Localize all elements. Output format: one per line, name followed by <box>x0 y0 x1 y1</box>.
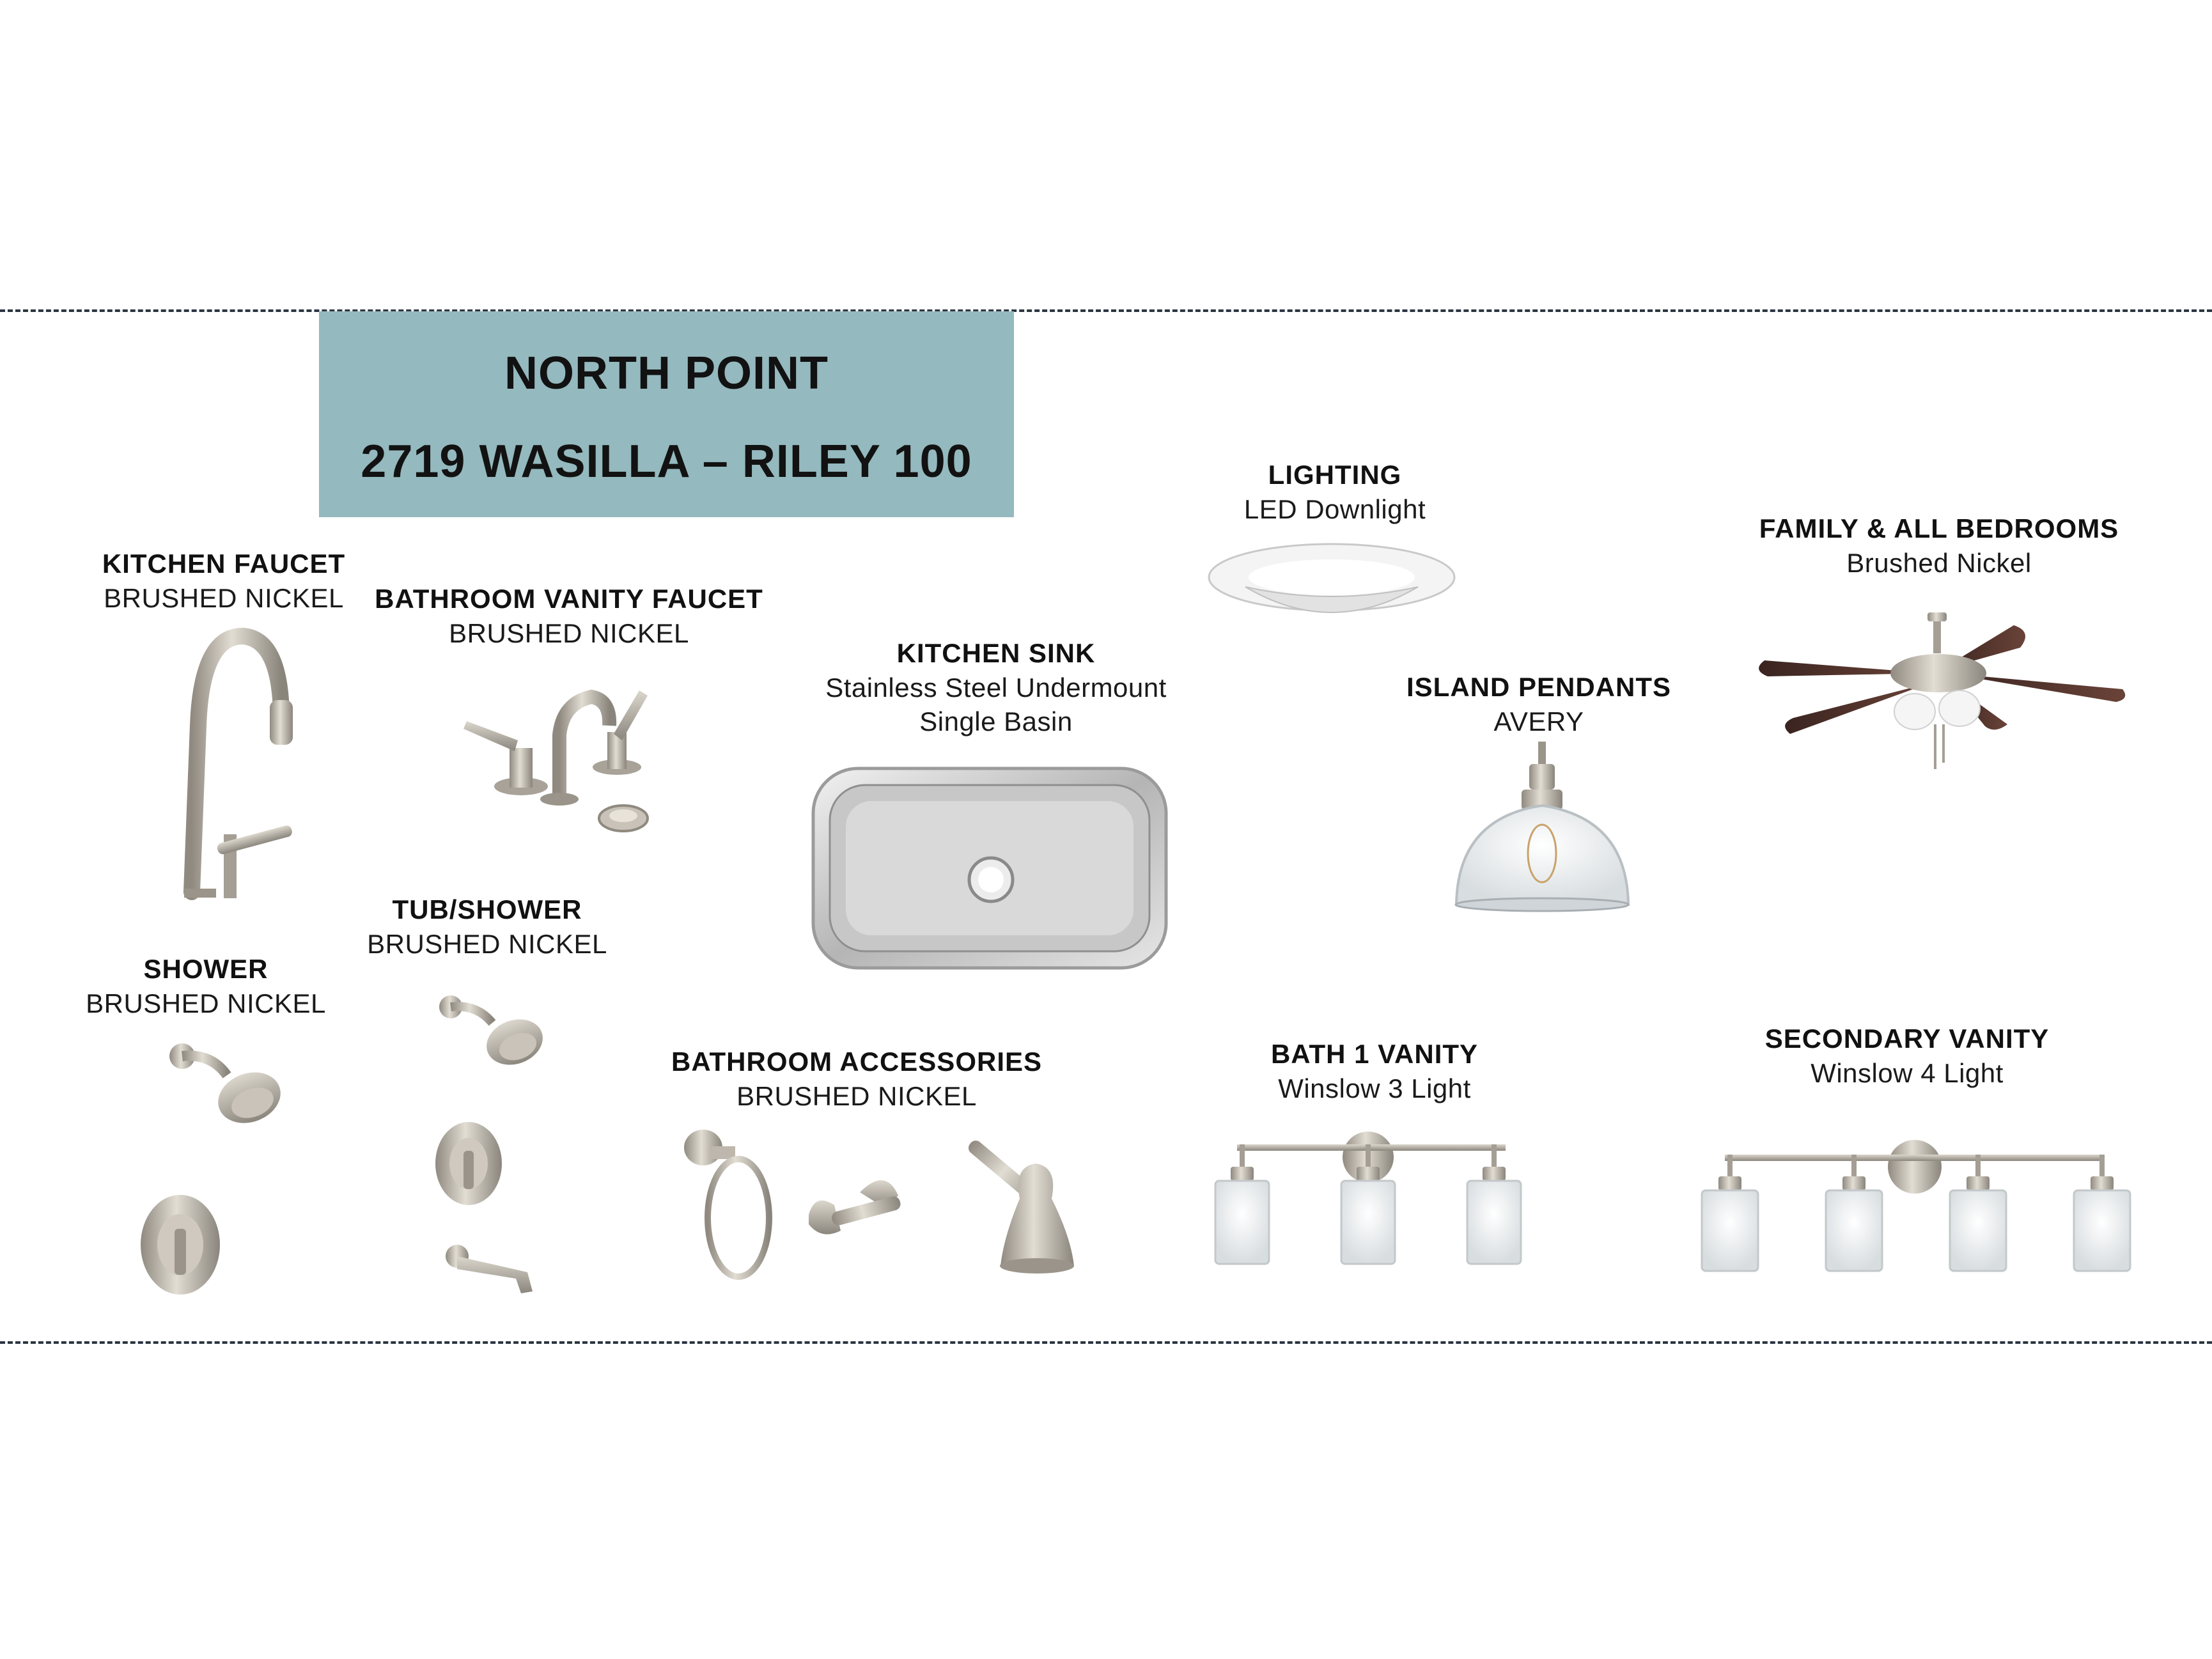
bathroom-accessories-finish: BRUSHED NICKEL <box>736 1081 977 1111</box>
secondary-vanity-light-image <box>1694 1130 2135 1274</box>
secondary-vanity-title: SECONDARY VANITY <box>1764 1024 2050 1054</box>
kitchen-sink-line2: Single Basin <box>919 706 1073 736</box>
bath1-vanity-title: BATH 1 VANITY <box>1270 1039 1479 1069</box>
kitchen-faucet-title: KITCHEN FAUCET <box>102 549 346 579</box>
tub-shower-finish: BRUSHED NICKEL <box>367 929 607 959</box>
led-downlight-image <box>1207 542 1456 628</box>
kitchen-faucet-image <box>173 630 307 898</box>
secondary-vanity-label <box>1765 1022 2050 1090</box>
bathroom-accessories-title: BATHROOM ACCESSORIES <box>671 1047 1043 1077</box>
family-bedrooms-title: FAMILY & ALL BEDROOMS <box>1759 513 2119 543</box>
island-pendants-finish: AVERY <box>1493 706 1584 736</box>
kitchen-sink-label <box>825 636 1167 738</box>
bathroom-vanity-faucet-image <box>457 665 655 841</box>
bath1-vanity-label <box>1271 1037 1478 1105</box>
lighting-label <box>1244 458 1426 526</box>
banner-title: NORTH POINT <box>504 348 829 399</box>
shower-image <box>137 1037 291 1305</box>
shower-finish: BRUSHED NICKEL <box>86 988 326 1018</box>
bath1-vanity-finish: Winslow 3 Light <box>1278 1073 1471 1103</box>
lighting-finish: LED Downlight <box>1243 494 1426 524</box>
secondary-vanity-finish: Winslow 4 Light <box>1811 1058 2004 1088</box>
kitchen-faucet-finish: BRUSHED NICKEL <box>104 583 344 613</box>
bathroom-vanity-faucet-label <box>375 582 763 650</box>
shower-label <box>86 952 326 1020</box>
bathroom-accessories-label <box>671 1045 1042 1113</box>
kitchen-faucet-label <box>102 547 345 615</box>
shower-title: SHOWER <box>143 954 269 984</box>
tub-shower-label <box>367 892 607 961</box>
bathroom-accessories-image <box>674 1128 1084 1282</box>
family-bedrooms-label <box>1759 511 2119 580</box>
kitchen-sink-image <box>811 766 1169 970</box>
title-banner <box>319 311 1014 517</box>
bath1-vanity-light-image <box>1211 1132 1531 1269</box>
island-pendants-label <box>1406 670 1671 738</box>
bathroom-vanity-faucet-finish: BRUSHED NICKEL <box>449 618 689 648</box>
pendant-light-image <box>1451 742 1633 914</box>
family-bedrooms-finish: Brushed Nickel <box>1846 548 2032 578</box>
bottom-dashed-divider <box>0 1341 2212 1344</box>
banner-subtitle: 2719 WASILLA – RILEY 100 <box>361 436 972 487</box>
tub-shower-image <box>432 988 559 1307</box>
ceiling-fan-image <box>1739 612 2135 804</box>
island-pendants-title: ISLAND PENDANTS <box>1406 672 1672 702</box>
kitchen-sink-title: KITCHEN SINK <box>896 638 1096 668</box>
bathroom-vanity-faucet-title: BATHROOM VANITY FAUCET <box>375 584 763 614</box>
kitchen-sink-line1: Stainless Steel Undermount <box>825 673 1167 703</box>
lighting-title: LIGHTING <box>1268 460 1402 490</box>
tub-shower-title: TUB/SHOWER <box>392 894 582 924</box>
